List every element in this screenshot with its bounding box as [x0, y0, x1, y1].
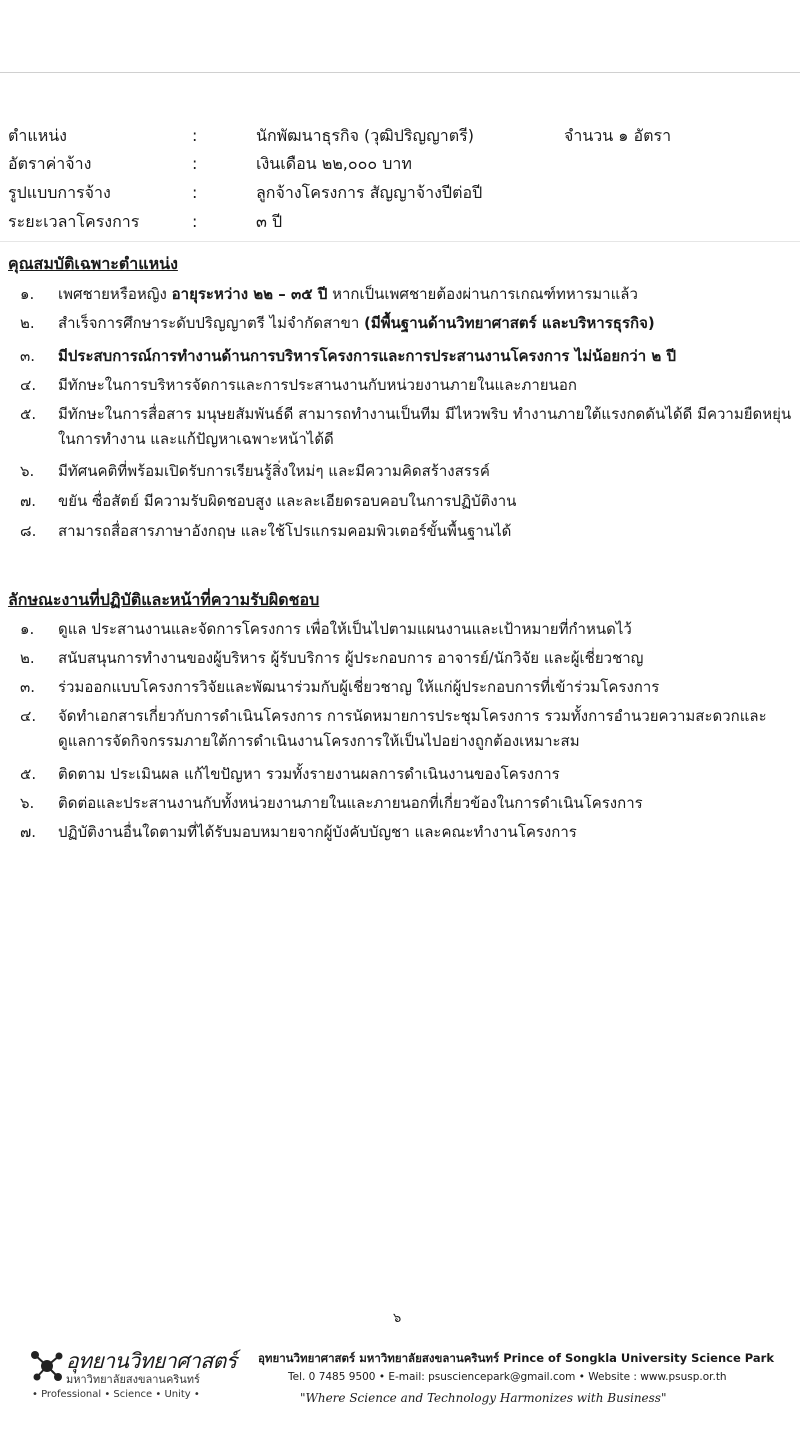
item-text: ร่วมออกแบบโครงการวิจัยและพัฒนาร่วมกับผู้เชี่ยวชาญ ให้แก่ผู้ประกอบการที่เข้าร่วมโครงการ [58, 678, 660, 696]
info-value: เงินเดือน ๒๒,๐๐๐ บาท [256, 154, 412, 173]
item-number: ๕. [20, 405, 37, 423]
footer-organization: อุทยานวิทยาศาสตร์ มหาวิทยาลัยสงขลานครินทร์ Prince of Songkla University Science Park [258, 1351, 774, 1365]
item-number: ๗. [20, 492, 37, 510]
item-text: หากเป็นเพศชายต้องผ่านการเกณฑ์ทหารมาแล้ว [327, 285, 638, 303]
item-number: ๑. [20, 285, 35, 303]
info-row-salary [8, 152, 788, 176]
item-number: ๒. [20, 649, 35, 667]
info-value: ลูกจ้างโครงการ สัญญาจ้างปีต่อปี [256, 183, 483, 202]
item-number: ๔. [20, 376, 37, 394]
page-number: ๖ [393, 1311, 402, 1326]
item-number: ๒. [20, 314, 35, 332]
info-value: นักพัฒนาธุรกิจ (วุฒิปริญญาตรี) [256, 126, 474, 145]
science-park-logo [28, 1345, 258, 1385]
item-text: ดูแล ประสานงานและจัดการโครงการ เพื่อให้เป็นไปตามแผนงานและเป้าหมายที่กำหนดไว้ [58, 620, 632, 638]
item-text: จัดทำเอกสารเกี่ยวกับการดำเนินโครงการ การนัดหมายการประชุมโครงการ รวมทั้งการอำนวยความสะดวกและดูแลการจัดกิจกรรมภายใต้การดำเนินงานโครงการให้เป็นไปอย่างถูกต้องเหมาะสม [58, 707, 767, 750]
info-label: ตำแหน่ง [8, 126, 67, 145]
item-text: เพศชายหรือหญิง [58, 285, 172, 303]
item-number: ๗. [20, 823, 37, 841]
info-label: อัตราค่าจ้าง [8, 154, 92, 173]
molecule-icon [28, 1347, 66, 1385]
item-number: ๔. [20, 707, 37, 725]
info-row-employment-type [8, 181, 788, 205]
info-divider [0, 241, 800, 242]
item-text: ปฏิบัติงานอื่นใดตามที่ได้รับมอบหมายจากผู้บังคับบัญชา และคณะทำงานโครงการ [58, 823, 577, 841]
item-text: ติดต่อและประสานงานกับทั้งหน่วยงานภายในและภายนอกที่เกี่ยวข้องในการดำเนินโครงการ [58, 794, 643, 812]
info-label: รูปแบบการจ้าง [8, 183, 111, 202]
item-number: ๖. [20, 794, 35, 812]
info-label: ระยะเวลาโครงการ [8, 212, 140, 231]
item-text: สำเร็จการศึกษาระดับปริญญาตรี ไม่จำกัดสาขา [58, 314, 365, 332]
footer-slogan: "Where Science and Technology Harmonizes with Business" [300, 1391, 667, 1405]
item-text: ขยัน ซื่อสัตย์ มีความรับผิดชอบสูง และละเอียดรอบคอบในการปฏิบัติงาน [58, 492, 517, 510]
qualifications-heading: คุณสมบัติเฉพาะตำแหน่ง [8, 254, 178, 273]
item-number: ๑. [20, 620, 35, 638]
item-text: สามารถสื่อสารภาษาอังกฤษ และใช้โปรแกรมคอมพิวเตอร์ขั้นพื้นฐานได้ [58, 522, 512, 540]
item-text: มีทักษะในการสื่อสาร มนุษยสัมพันธ์ดี สามารถทำงานเป็นทีม มีไหวพริบ ทำงานภายใต้แรงกดดันได้ดี มีความยืดหยุ่นในการทำงาน และแก้ปัญหาเฉพาะหน้าได้ดี [58, 405, 792, 448]
item-text-bold: (มีพื้นฐานด้านวิทยาศาสตร์ และบริหารธุรกิจ) [364, 314, 655, 332]
item-number: ๖. [20, 462, 35, 480]
info-colon: : [192, 126, 198, 145]
footer-motto: • Professional • Science • Unity • [32, 1389, 200, 1400]
info-value: ๓ ปี [256, 212, 283, 231]
item-text-bold: มีประสบการณ์การทำงานด้านการบริหารโครงการและการประสานงานโครงการ ไม่น้อยกว่า ๒ ปี [58, 347, 676, 365]
top-rule [0, 72, 800, 73]
info-colon: : [192, 212, 198, 231]
info-colon: : [192, 154, 198, 173]
info-colon: : [192, 183, 198, 202]
item-number: ๕. [20, 765, 37, 783]
logo-title: อุทยานวิทยาศาสตร์ [66, 1349, 237, 1373]
item-text: สนับสนุนการทำงานของผู้บริหาร ผู้รับบริการ ผู้ประกอบการ อาจารย์/นักวิจัย และผู้เชี่ยวชาญ [58, 649, 644, 667]
item-number: ๓. [20, 347, 36, 365]
info-row-duration [8, 210, 788, 234]
item-number: ๓. [20, 678, 36, 696]
info-extra: จำนวน ๑ อัตรา [564, 126, 672, 145]
item-text-bold: อายุระหว่าง ๒๒ – ๓๕ ปี [171, 285, 328, 303]
item-text: ติดตาม ประเมินผล แก้ไขปัญหา รวมทั้งรายงานผลการดำเนินงานของโครงการ [58, 765, 560, 783]
footer-contact: Tel. 0 7485 9500 • E-mail: psusciencepark@gmail.com • Website : www.psusp.or.th [288, 1371, 727, 1383]
item-number: ๘. [20, 522, 37, 540]
duties-heading: ลักษณะงานที่ปฏิบัติและหน้าที่ความรับผิดชอบ [8, 590, 320, 609]
info-row-position [8, 124, 788, 148]
logo-subtitle: มหาวิทยาลัยสงขลานครินทร์ [66, 1373, 200, 1386]
item-text: มีทักษะในการบริหารจัดการและการประสานงานกับหน่วยงานภายในและภายนอก [58, 376, 577, 394]
item-text: มีทัศนคติที่พร้อมเปิดรับการเรียนรู้สิ่งใหม่ๆ และมีความคิดสร้างสรรค์ [58, 462, 490, 480]
